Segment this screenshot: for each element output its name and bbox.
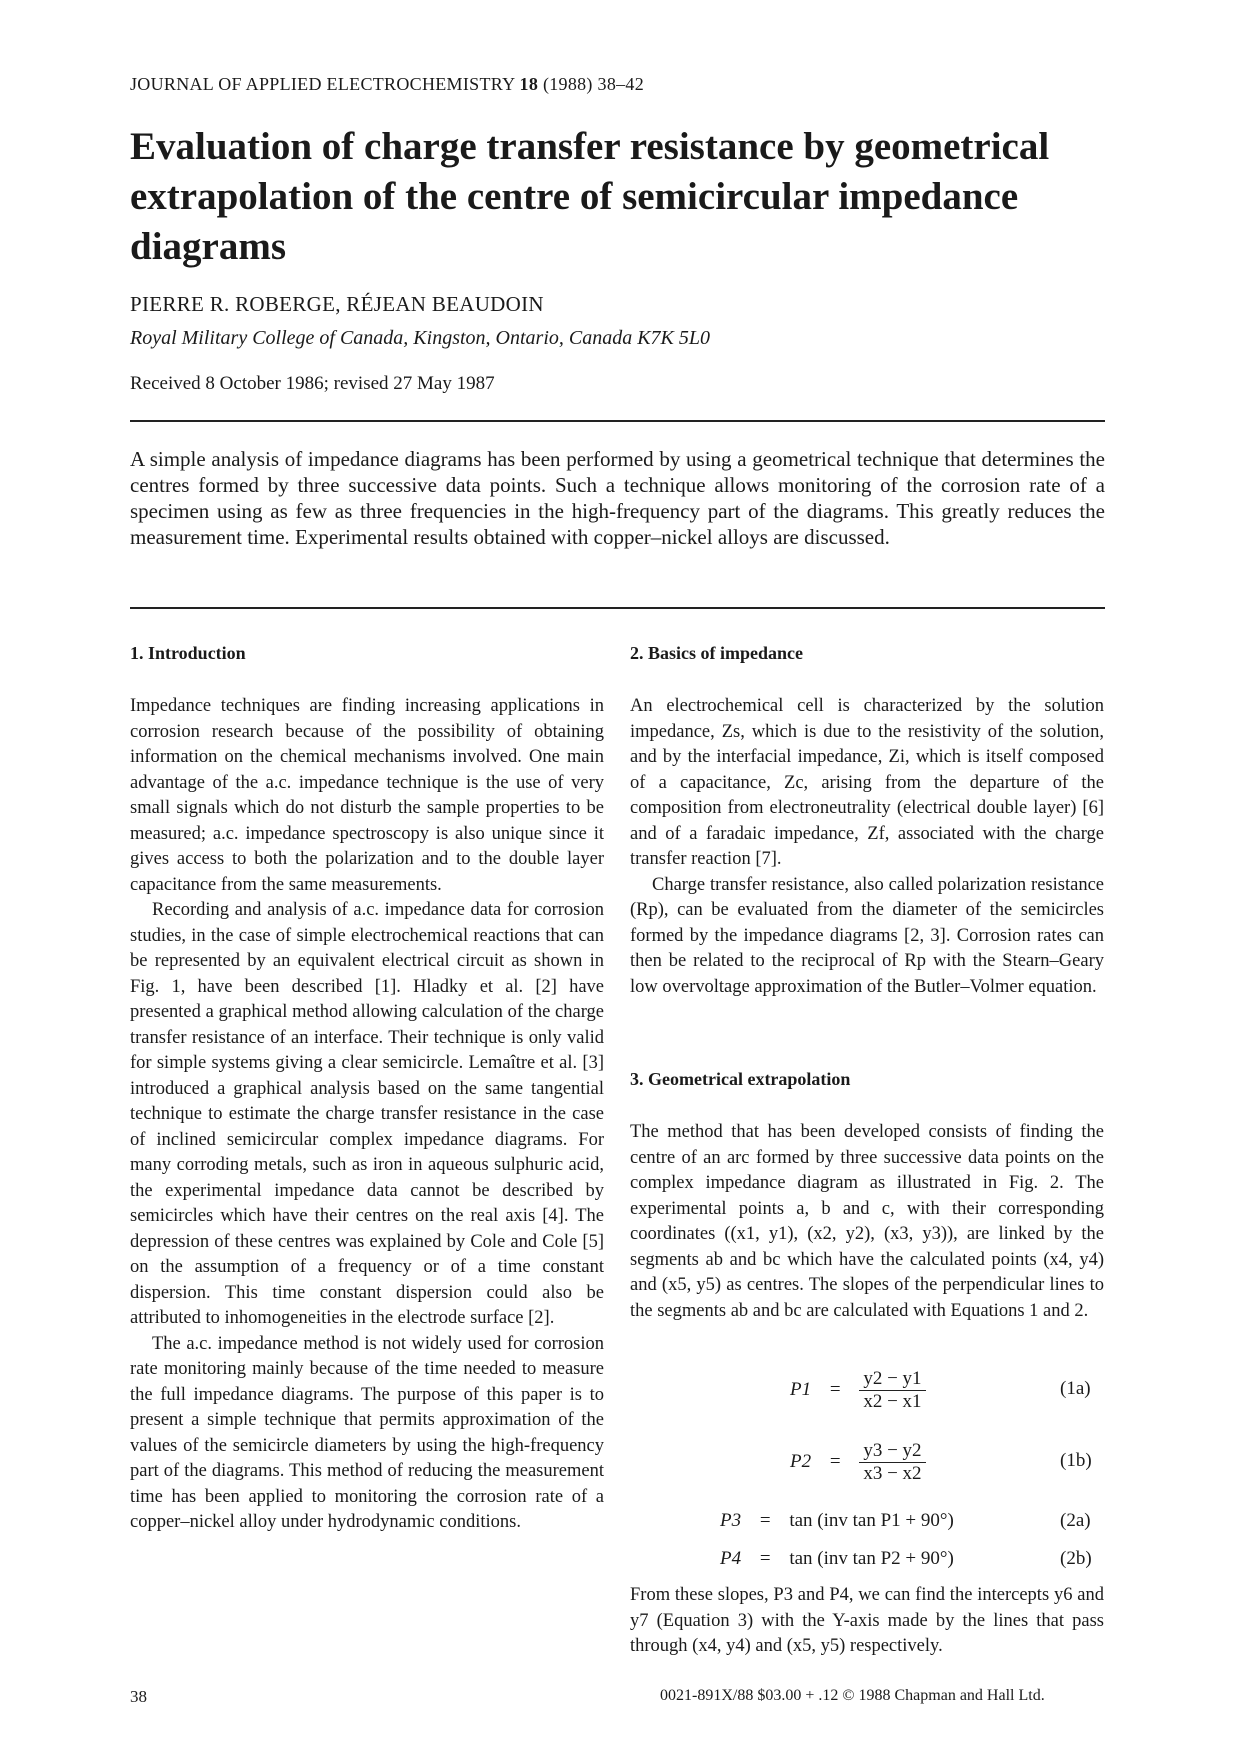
intro-heading: 1. Introduction [130, 643, 246, 663]
basics-paragraph-1: An electrochemical cell is characterized by the solution impedance, Zs, which is due to the resistivity of the solution, and by the interfacial impedance, Zi, which is itself composed of a capacitance, Zc, arising from the departure of the composition from electroneutrality (electrical double layer) [6] and of a faradaic impedance, Zf, associated with the charge transfer reaction [7]. [630, 696, 1104, 869]
article-authors: PIERRE R. ROBERGE, RÉJEAN BEAUDOIN [130, 292, 544, 316]
intro-body [130, 694, 604, 1536]
issn-copyright: 0021-891X/88 $03.00 + .12 © 1988 Chapman and Hall Ltd. [660, 1687, 1045, 1704]
top-rule [130, 420, 1105, 422]
journal-volume: 18 [519, 74, 539, 94]
equation-2a-label: (2a) [1060, 1510, 1091, 1531]
received-dates: Received 8 October 1986; revised 27 May 1987 [130, 373, 495, 394]
journal-year-pages: (1988) 38–42 [542, 74, 645, 94]
geom-paragraph-1: The method that has been developed consists of finding the centre of an arc formed by three successive data points on the complex impedance diagram as illustrated in Fig. 2. The experimental points a, b and c, with their corresponding coordinates ((x1, y1), (x2, y2), (x3, y3)), are linked by the segments ab and bc which have the calculated points (x4, y4) and (x5, y5) as centres. The slopes of the perpendicular lines to the segments ab and bc are calculated with Equations 1 and 2. [630, 1122, 1104, 1321]
basics-paragraph-2: Charge transfer resistance, also called polarization resistance (Rp), can be evaluated from the diameter of the semicircles formed by the impedance diagrams [2, 3]. Corrosion rates can then be related to the reciprocal of Rp with the Stearn–Geary low overvoltage approximation of the Butler–Volmer equation. [630, 874, 1104, 997]
page-number: 38 [130, 1687, 147, 1706]
intro-paragraph-2: Recording and analysis of a.c. impedance data for corrosion studies, in the case of simple electrochemical reactions that can be represented by an equivalent electrical circuit as shown in Fig. 1, have been described [1]. Hladky et al. [2] have presented a graphical method allowing calculation of the charge transfer resistance of an interface. Their technique is only valid for simple systems giving a clear semicircle. Lemaître et al. [3] introduced a graphical analysis based on the same tangential technique to estimate the charge transfer resistance in the case of inclined semicircular complex impedance diagrams. For many corroding metals, such as iron in aqueous sulphuric acid, the experimental impedance data cannot be described by semicircles which have their centres on the real axis [4]. The depression of these centres was explained by Cole and Cole [5] on the assumption of a frequency or of a time constant dispersion. This time constant dispersion could also be attributed to inhomogeneities in the electrode surface [2]. [130, 900, 604, 1328]
equation-2b-label: (2b) [1060, 1548, 1092, 1569]
article-title: Evaluation of charge transfer resistance by geometrical extrapolation of the centre of semicircular impedance diagrams [130, 125, 1050, 268]
geom-paragraph-2: From these slopes, P3 and P4, we can find the intercepts y6 and y7 (Equation 3) with the Y-axis made by the lines that pass through (x4, y4) and (x5, y5) respectively. [630, 1585, 1104, 1656]
basics-body [630, 694, 1104, 1000]
basics-heading: 2. Basics of impedance [630, 643, 803, 663]
journal-header [130, 74, 644, 95]
equation-1a: P1 = $\frac{y2 - y1}{x2 - x1}$ [790, 1368, 926, 1413]
article-affiliation: Royal Military College of Canada, Kingston, Ontario, Canada K7K 5L0 [130, 327, 711, 349]
equation-2b: P4 = tan (inv tan P2 + 90°) [720, 1548, 954, 1569]
geom-heading: 3. Geometrical extrapolation [630, 1069, 851, 1089]
abstract-rule [130, 607, 1105, 609]
intro-paragraph-3: The a.c. impedance method is not widely used for corrosion rate monitoring mainly because of the time needed to measure the full impedance diagrams. The purpose of this paper is to present a simple technique that permits approximation of the values of the semicircle diameters by using the high-frequency part of the diagrams. This method of reducing the measurement time has been applied to monitoring the corrosion rate of a copper–nickel alloy under hydrodynamic conditions. [130, 1333, 604, 1532]
abstract: A simple analysis of impedance diagrams has been performed by using a geometrical technique that determines the centres formed by three successive data points. Such a technique allows monitoring of the corrosion rate of a specimen using as few as three frequencies in the high-frequency part of the diagrams. This greatly reduces the measurement time. Experimental results obtained with copper–nickel alloys are discussed. [130, 447, 1105, 549]
intro-paragraph-1: Impedance techniques are finding increasing applications in corrosion research because of the possibility of obtaining information on the chemical mechanisms involved. One main advantage of the a.c. impedance technique is the use of very small signals which do not disturb the sample properties to be measured; a.c. impedance spectroscopy is also unique since it gives access to both the polarization and to the double layer capacitance from the same measurements. [130, 696, 604, 895]
equation-1b-label: (1b) [1060, 1450, 1092, 1471]
journal-name: JOURNAL OF APPLIED ELECTROCHEMISTRY [130, 74, 515, 94]
equation-1a-label: (1a) [1060, 1378, 1091, 1399]
geom-body [630, 1120, 1104, 1324]
equation-2a: P3 = tan (inv tan P1 + 90°) [720, 1510, 954, 1531]
geom-body-continued [630, 1583, 1104, 1660]
equation-1b: P2 = $\frac{y3 - y2}{x3 - x2}$ [790, 1440, 926, 1485]
